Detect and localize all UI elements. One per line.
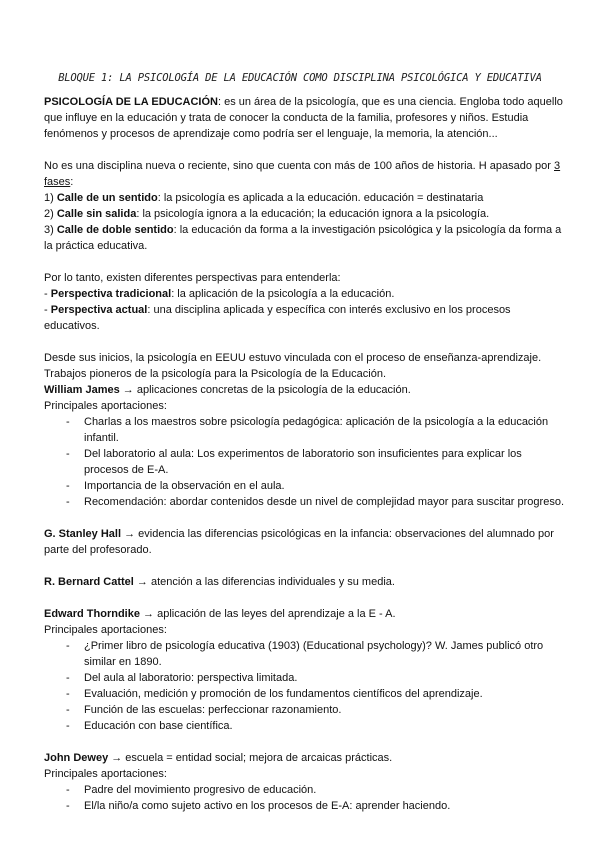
phases-lead bbox=[44, 158, 564, 190]
list-item: - Función de las escuelas: perfeccionar razonamiento. bbox=[44, 702, 564, 718]
author-name: G. Stanley Hall bbox=[44, 528, 122, 540]
list-item: - Del aula al laboratorio: perspectiva limitada. bbox=[44, 670, 564, 686]
spacer bbox=[44, 142, 564, 158]
spacer bbox=[44, 254, 564, 270]
phase-item bbox=[44, 190, 564, 206]
history-line: Trabajos pioneros de la psicología para la Psicología de la Educación. bbox=[44, 368, 387, 380]
list-item: - Evaluación, medición y promoción de los fundamentos científicos del aprendizaje. bbox=[44, 686, 564, 702]
contributions-label: Principales aportaciones: bbox=[44, 400, 167, 412]
phase-item bbox=[44, 222, 564, 254]
contributions-label: Principales aportaciones: bbox=[44, 768, 167, 780]
history-line: Desde sus inicios, la psicología en EEUU estuvo vinculada con el proceso de enseñanza-aprendizaje. bbox=[44, 352, 542, 364]
phase-name: Calle de un sentido bbox=[56, 192, 158, 204]
spacer bbox=[44, 334, 564, 350]
james-contributions-list bbox=[44, 414, 564, 510]
contributions-label: Principales aportaciones: bbox=[44, 624, 167, 636]
perspective-text: : una disciplina aplicada y específica con interés exclusivo en los procesos educativos. bbox=[44, 304, 511, 332]
perspectives-lead: Por lo tanto, existen diferentes perspectivas para entenderla: bbox=[44, 272, 341, 284]
cattel-paragraph bbox=[44, 574, 564, 590]
author-summary: → atención a las diferencias individuales y su media. bbox=[133, 576, 395, 588]
author-summary: → evidencia las diferencias psicológicas en la infancia: observaciones del alumnado por parte del profesorado. bbox=[44, 528, 554, 556]
phases-lead-end: : bbox=[70, 176, 74, 188]
dewey-heading bbox=[44, 750, 564, 766]
phase-text: : la psicología ignora a la educación; la educación ignora a la psicología. bbox=[136, 208, 490, 220]
phase-name: Calle sin salida bbox=[56, 208, 137, 220]
document-body bbox=[44, 94, 564, 814]
hall-paragraph bbox=[44, 526, 564, 558]
phases-lead-underlined: 3 fases bbox=[44, 160, 561, 188]
spacer bbox=[44, 734, 564, 750]
perspective-text: : la aplicación de la psicología a la educación. bbox=[171, 288, 395, 300]
intro-term: PSICOLOGÍA DE LA EDUCACIÓN bbox=[44, 96, 218, 108]
author-name: William James bbox=[44, 384, 120, 396]
phase-name: Calle de doble sentido bbox=[56, 224, 174, 236]
author-name: Edward Thorndike bbox=[44, 608, 140, 620]
phases-lead-text: No es una disciplina nueva o reciente, sino que cuenta con más de 100 años de historia. H apasado por bbox=[44, 160, 554, 172]
perspective-dash: - bbox=[44, 304, 51, 316]
james-heading bbox=[44, 382, 564, 398]
perspective-item bbox=[44, 286, 564, 302]
perspective-dash: - bbox=[44, 288, 51, 300]
thorndike-heading bbox=[44, 606, 564, 622]
phase-number: 1) bbox=[44, 192, 57, 204]
author-name: R. Bernard Cattel bbox=[44, 576, 134, 588]
spacer bbox=[44, 558, 564, 574]
list-item: - El/la niño/a como sujeto activo en los procesos de E-A: aprender haciendo. bbox=[44, 798, 564, 814]
perspective-item bbox=[44, 302, 564, 334]
phase-item bbox=[44, 206, 564, 222]
list-item: - Del laboratorio al aula: Los experimentos de laboratorio son insuficientes para explicar los procesos de E-A. bbox=[44, 446, 564, 478]
spacer bbox=[44, 590, 564, 606]
perspective-name: Perspectiva tradicional bbox=[50, 288, 172, 300]
phase-text: : la psicología es aplicada a la educación. educación = destinataria bbox=[157, 192, 484, 204]
thorndike-contributions-list bbox=[44, 638, 564, 734]
author-summary: → aplicación de las leyes del aprendizaje a la E - A. bbox=[139, 608, 396, 620]
phase-number: 3) bbox=[44, 224, 57, 236]
list-item: - Educación con base científica. bbox=[44, 718, 564, 734]
perspective-name: Perspectiva actual bbox=[50, 304, 148, 316]
phase-text: : la educación da forma a la investigación psicológica y la psicología da forma a la práctica educativa. bbox=[44, 224, 562, 252]
list-item: - Padre del movimiento progresivo de educación. bbox=[44, 782, 564, 798]
intro-paragraph bbox=[44, 94, 564, 142]
list-item: - Recomendación: abordar contenidos desde un nivel de complejidad mayor para suscitar progreso. bbox=[44, 494, 564, 510]
author-summary: → aplicaciones concretas de la psicología de la educación. bbox=[119, 384, 411, 396]
author-name: John Dewey bbox=[44, 752, 109, 764]
intro-definition: : es un área de la psicología, que es una ciencia. Engloba todo aquello que influye en la educación y trata de conocer la conducta de la familia, profesores y niños. Estudia fenómenos y procesos de aprendizaje como podría ser el lenguaje, la memoria, la atención... bbox=[44, 96, 563, 140]
list-item: - ¿Primer libro de psicología educativa (1903) (Educational psychology)? W. James publicó otro similar en 1890. bbox=[44, 638, 564, 670]
page-title: BLOQUE 1: LA PSICOLOGÍA DE LA EDUCACIÓN COMO DISCIPLINA PSICOLÓGICA Y EDUCATIVA bbox=[58, 72, 542, 84]
spacer bbox=[44, 510, 564, 526]
phase-number: 2) bbox=[44, 208, 57, 220]
author-summary: → escuela = entidad social; mejora de arcaicas prácticas. bbox=[108, 752, 393, 764]
list-item: - Charlas a los maestros sobre psicología pedagógica: aplicación de la psicología a la educación infantil. bbox=[44, 414, 564, 446]
dewey-contributions-list bbox=[44, 782, 564, 814]
list-item: - Importancia de la observación en el aula. bbox=[44, 478, 564, 494]
